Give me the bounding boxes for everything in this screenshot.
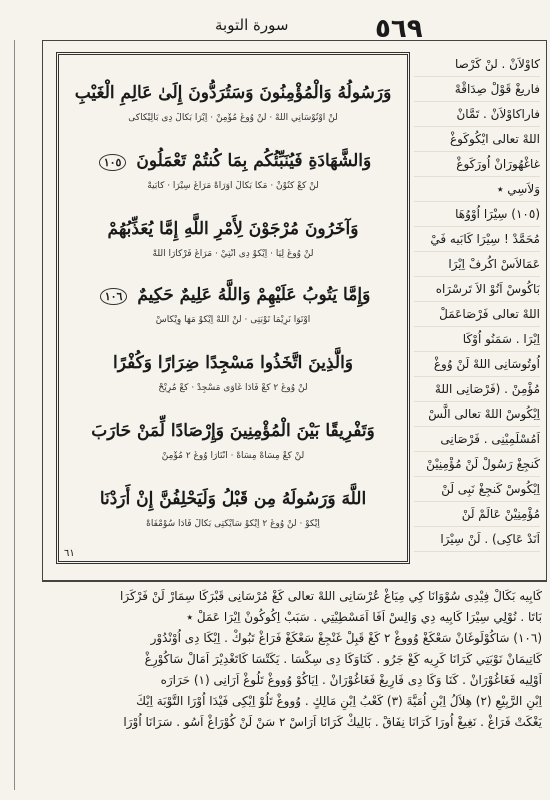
gloss-line: اِيْكُوْ · لَنْ وُوغْ ٢ اِيْكُوْ سَايْكْتِى بَكَالْ فَادَا سُوْمْفَاهْ [146,519,320,529]
bottom-line: بَاتَا . نُوْلِي سِيْرَا كَابِيه دِي وَالِسْ اَفَا اَمَسْطِيْتِي . سَبَبْ اِكُوكُونْ اِيْرَا عَمَلْ ٭ [186,610,542,624]
commentary-line: مُحَمَّدْ ! سِيْرَا كَابَيه فَيْ [414,227,540,252]
quran-line: اللَّهَ وَرَسُولَهُ مِن قَبْلُ وَلَيَحْلِفُنَّ إِنْ أَرَدْنَا [99,489,367,509]
commentary-line: كَنجِغْ رَسُولْ لَنْ مُؤْمِنِيْنْ [414,452,540,477]
verse-marker: ١٠٥ [99,154,127,171]
quran-line-text: وَالشَّهَادَةِ فَيُنَبِّئُكُم بِمَا كُنتُمْ تَعْمَلُونَ [136,151,372,171]
quran-line: وَالَّذِينَ اتَّخَذُوا مَسْجِدًا ضِرَارًا وَكُفْرًا [112,353,354,373]
section-divider [42,580,547,581]
commentary-line: اَمُسْلَمِيْنِى . فَرْصَانِى [414,427,540,452]
bottom-line: كَابِيه بَكَالْ فِيْدِى سُوْوَانَا كِي مِيَاغْ عُرْسَانِى اللهْ تعالى كَغْ مُرْسَانِى قَبْرَكَا سِمَارْ لَنْ فَرْكَرَا [120,589,542,603]
commentary-line: اِيْكُوسْ اللهْ تعالى الَّسْ [414,402,540,427]
bottom-line: يَغْكَتْ فَرَاغْ . نَغِيغْ اُورَا كَرَانَا نِفَاقْ . بَالِيكْ كَرَانَا اَرَاسْ ٢ سَنْ لَنْ كُوْرَاغْ اَسُو . سَرَانَا اُوْرَا [123,715,542,729]
gloss-line: لَنْ وُوغْ ٢ كَعْ فَادَا غَاوَى مَسْجِدْ · كَعْ مُرِيْحْ [158,383,308,393]
commentary-line: بَاكُوسْ اَنُوْ الاَ تَرسْرَاه [414,277,540,302]
commentary-line: مُؤْمِنِيْنْ عَالَمْ لَنْ [414,502,540,527]
page-number: ٥٦٩ [375,14,423,44]
commentary-line: اُوتُوسَانِى اللهْ لَنْ وُوغْ [414,352,540,377]
quran-text-box [56,52,410,564]
commentary-line: اِيْكُوسْ كَنجِغْ نَبِى لَنْ [414,477,540,502]
gloss-line: لَنْ وُوغْ لِيَا · اِيْكُوْ دِى اَنْتِيْ · مَرَاغْ فَرْكَارَا اللهْ [152,249,314,259]
bottom-line: اِبْنِ الرَّبِيْعِ (٢) هِلاَلُ اِبْنِ اُمَيَّةَ (٣) كَعْبُ اِبْنِ مَالِكٍ . وُووغْ تَلُوْ اِيْكِى فَيْدَا اُوْرَا التَّوْبَة اِيْكَ [136,694,542,708]
commentary-line: (١٠٥) سِيْرَا اُوْوُهَا [414,202,540,227]
commentary-line: اِيْرَا . سَمَنُو اُوْكَا [414,327,540,352]
quran-line: وَآخَرُونَ مُرْجَوْنَ لِأَمْرِ اللَّهِ إِمَّا يُعَذِّبُهُمْ [107,219,359,239]
surah-name: سورة التوبة [215,16,289,34]
footnote-mark: ٦١ [64,548,75,559]
commentary-line: وَلاَسِي ٭ [414,177,540,202]
commentary-line: عَمَالاَسْ اكُرفْ اِيْرَا [414,252,540,277]
commentary-line: فاريغْ قَوْلْ صِدَاقْهْ [414,77,540,102]
bottom-commentary [50,586,542,791]
quran-line: وَتَفْرِيقًا بَيْنَ الْمُؤْمِنِينَ وَإِرْصَادًا لِّمَنْ حَارَبَ [91,421,375,441]
bottom-line: (١٠٦) سَاكُوْلَوغَانْ سَعْكَغْ وُووغْ ٢ كَغْ قَبِلْ غَنْجِغْ سَعْكَغْ فَرَاغْ تَبُوكْ . اِيْكَا دِى اُوْنْدُوْر [150,631,542,645]
gloss-line: لَنْ كَعْ مِسَاهْ مِسَاهْ · اَنْتَارَا وُوغْ ٢ مُؤْمِنْ [161,451,305,461]
gloss-line: اُوْتَوَا نَرِيْمَا تَوْبَتِى · لَنْ اللهْ اِيْكُوْ مَهَا وِيْكَاسْ [155,315,311,325]
commentary-line: فاراكاوْلاَنْ . تَمَّانْ [414,102,540,127]
commentary-line: اللهْ تعالى ايْكُوكَوغْ [414,127,540,152]
commentary-line: غاغْهُورَانْ اُورَكَوغْ [414,152,540,177]
commentary-column [414,52,540,572]
quran-line [71,285,395,305]
commentary-line: اللهْ تعالى فَرْصَاعَمَلْ [414,302,540,327]
gloss-line: لَنْ اُوْتُوْسَانِي اللهْ · لَنْ وُوغْ مُؤْمِنْ · اِيْرَا بَكَالْ دِى بَالِيْكَاكَى [128,113,338,123]
verse-marker: ١٠٦ [100,288,128,305]
bottom-line: اَوْلِيه فَغَاغُوْرَانْ . كَنَا وَكَا دِى فَارِيغْ فَغَاغُوْرَانْ . اِيَاكُوْ وُووغْ تَلُوغْ اَرَانِى (١) حَرَارَه [160,673,542,687]
commentary-line: كاوْلاَنْ . لنْ كَرْصا [414,52,540,77]
commentary-line: اَنَدْ عَاكِى) . لَنْ سِيْرَا [414,527,540,552]
margin-line [14,40,15,790]
commentary-line: مُؤْمِنْ . (فَرْصَانِى اللهْ [414,377,540,402]
quran-line-text: وَإِمَّا يَتُوبُ عَلَيْهِمْ وَاللَّهُ عَلِيمٌ حَكِيمٌ [137,285,371,305]
bottom-line: كَاتِيمَانْ نَوْبَتِي كَرَانَا كَرِيه كَعْ جَرُو . كَنَاوَكَا دِى سِكْسَا . يَكَتْسَا كَاتَغْدِيْرَ اَمَالْ سَاكُوْرِغْ [144,652,542,666]
quran-line: وَرَسُولُهُ وَالْمُؤْمِنُونَ وَسَتُرَدُّونَ إِلَىٰ عَالِمِ الْغَيْبِ [74,83,392,103]
gloss-line: لَنْ كَعْ كَتُوْنْ · مَكَا بَكَالْ آوَرَاهْ مَرَاغْ سِيْرَا · كَابَيهْ [147,181,319,191]
quran-line [71,151,395,171]
